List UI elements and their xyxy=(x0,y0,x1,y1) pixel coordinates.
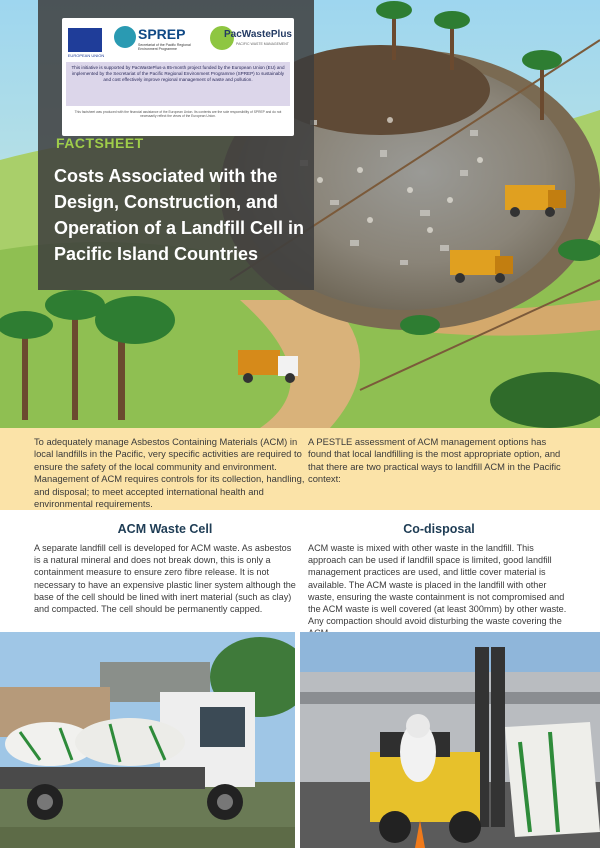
logo-box xyxy=(62,18,294,136)
sprep-logo-text: SPREP xyxy=(138,26,186,42)
eu-flag-logo xyxy=(68,28,102,52)
intro-left-text: To adequately manage Asbestos Containing Materials (ACM) in local landfills in the Pacific, very specific activities are required to ensure the safety of the local community and environment. Management of ACM requires controls for its collection, handling, and disposal; to meet accepted international health and environmental requirements. xyxy=(34,436,305,510)
eu-logo-label: EUROPEAN UNION xyxy=(67,53,105,58)
sprep-logo-icon xyxy=(114,26,136,48)
eu-disclaimer: This factsheet was produced with the financial assistance of the European Union. Its contents are the sole responsibility of SPREP and do not necessarily reflect the views of the European Union. xyxy=(74,110,282,118)
co-disposal-heading: Co-disposal xyxy=(403,522,475,536)
co-disposal-text: ACM waste is mixed with other waste in the landfill. This approach can be used if landfill space is limited, good landfill management practices are used, and little cover material is available. The ACM waste is placed in the landfill with other waste, ensuring the waste containment is not compromised and the ACM waste is well covered (at least 300mm) by other waste. Any compaction should avoid disturbing the waste covering the xyxy=(308,543,567,627)
acm-waste-cell-text: A separate landfill cell is developed for ACM waste. As asbestos is a natural mineral and does not break down, this is only a containment measure to ensure zero fibre release. It is not necessary to have an expensive plastic liner system although the base of the cell should be lined with inert material (such as clay) and compacted. The cell should be permanently capped. xyxy=(34,543,296,615)
sprep-logo-subtitle: Secretariat of the Pacific Regional Environment Programme xyxy=(138,43,191,51)
factsheet-label: FACTSHEET xyxy=(56,135,144,151)
pacwasteplus-logo-subtitle: PACIFIC WASTE MANAGEMENT xyxy=(236,42,289,46)
pacwasteplus-logo-text: PacWastePlus xyxy=(224,29,292,40)
initiative-statement: This initiative is supported by PacWastePlus-a 85-month project funded by the European Union (EU) and implemented by the Secretariat of the Pacific Regional Environment Programme (SPREP) to sustainably and cost effectively improve regional management of waste and pollution. xyxy=(66,62,290,106)
forklift-with-acm-bag-photo xyxy=(300,632,600,848)
intro-right-text: A PESTLE assessment of ACM management options has found that local landfilling is the most appropriate option, and that there are two practical ways to landfill ACM in the Pacific context: xyxy=(308,436,561,485)
page-title: Costs Associated with the Design, Construction, and Operation of a Landfill Cell in Pacific Island Countries xyxy=(54,166,305,264)
truck-with-acm-bags-photo xyxy=(0,632,295,848)
acm-waste-cell-heading: ACM Waste Cell xyxy=(117,522,213,536)
